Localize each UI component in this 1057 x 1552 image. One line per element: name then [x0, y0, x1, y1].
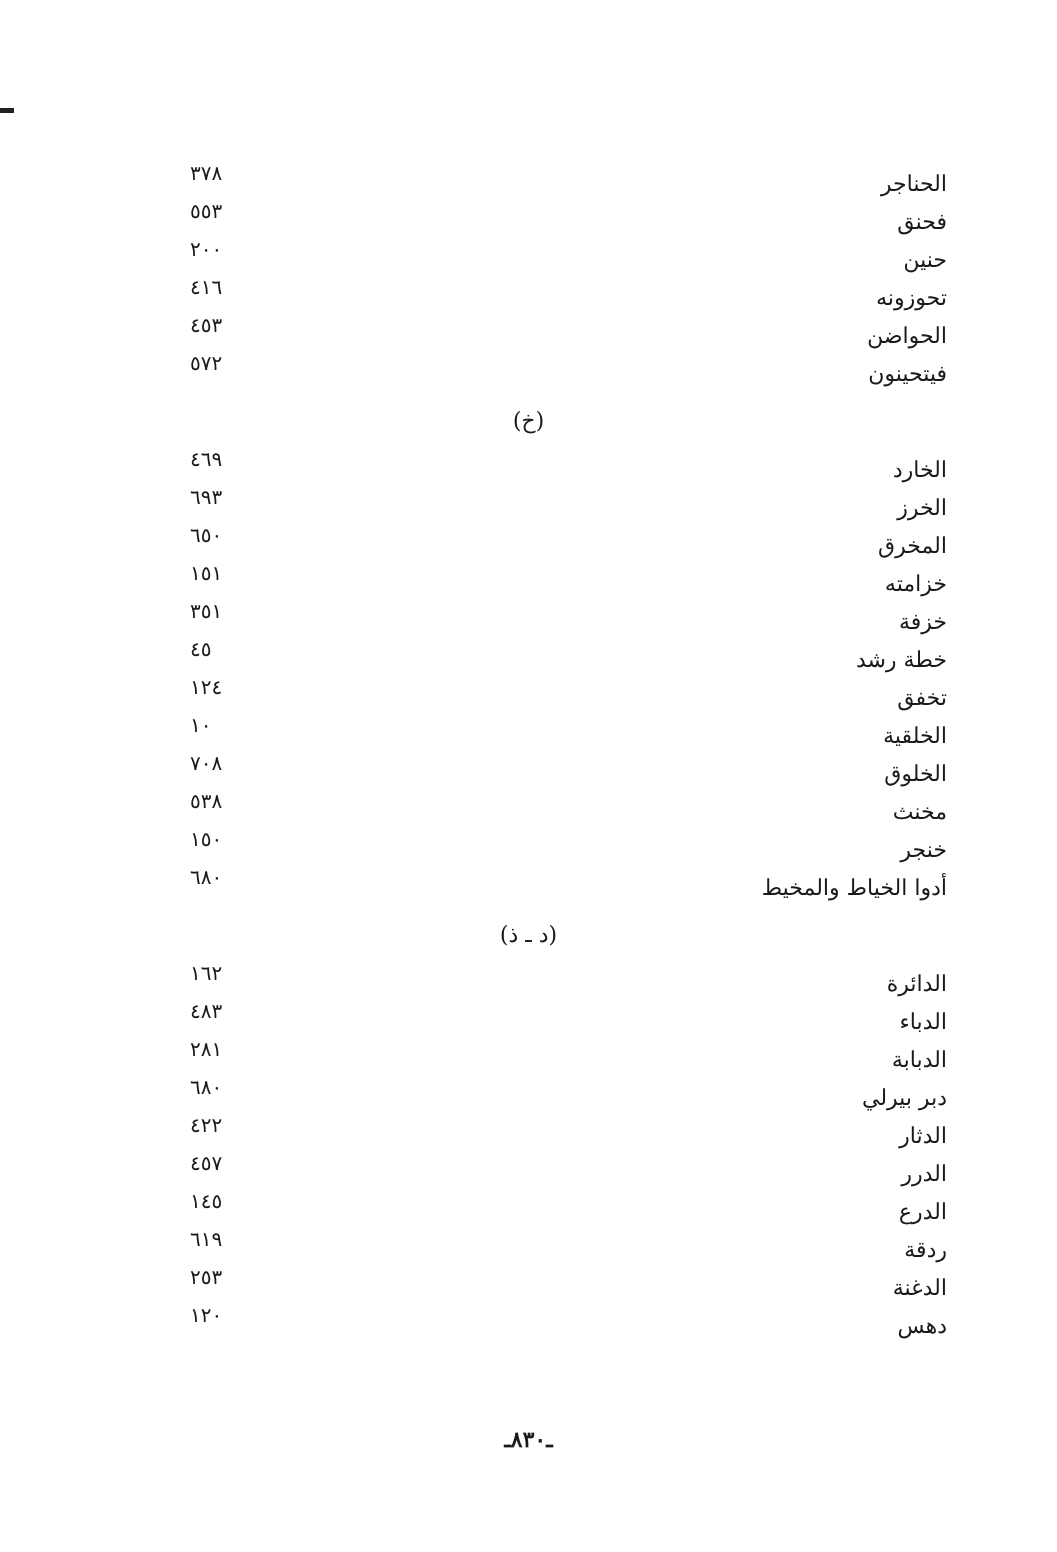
entry-page-number: ٢٥٣ — [190, 1265, 223, 1289]
entry-term: دبر بيرلي — [862, 1086, 947, 1111]
entry-page-number: ١٥٠ — [190, 827, 223, 851]
entry-term: أدوا الخياط والمخيط — [761, 876, 947, 901]
entry-term: خنجر — [900, 838, 947, 863]
index-entry — [0, 275, 1057, 322]
entry-page-number: ٥٧٢ — [190, 351, 223, 375]
index-entry — [0, 637, 1057, 684]
entry-term: فيتحينون — [868, 362, 947, 387]
entry-term: الخلوق — [884, 762, 947, 787]
entry-page-number: ٧٠٨ — [190, 751, 223, 775]
entry-term: تخفق — [897, 686, 947, 711]
entry-term: الخلقية — [883, 724, 947, 749]
section-heading: (خ) — [512, 409, 545, 434]
entry-term: حنين — [903, 248, 947, 273]
index-entry — [0, 713, 1057, 760]
entry-term: تحوزونه — [876, 286, 947, 311]
index-entry — [0, 1303, 1057, 1350]
entry-page-number: ١٦٢ — [190, 961, 223, 985]
index-entry — [0, 237, 1057, 284]
page-number: ـ٨٣٠ـ — [504, 1427, 553, 1453]
entry-page-number: ٤٥٧ — [190, 1151, 223, 1175]
entry-page-number: ٦٨٠ — [190, 1075, 223, 1099]
entry-page-number: ٦٩٣ — [190, 485, 223, 509]
index-entry — [0, 675, 1057, 722]
entry-term: الدبابة — [891, 1048, 947, 1073]
entry-page-number: ٣٥١ — [190, 599, 223, 623]
entry-term: الدائرة — [886, 972, 947, 997]
index-entry — [0, 789, 1057, 836]
index-entry — [0, 827, 1057, 874]
index-entry — [0, 1037, 1057, 1084]
section-heading: (د ـ ذ) — [499, 923, 558, 948]
index-entry — [0, 199, 1057, 246]
index-entry — [0, 961, 1057, 1008]
entry-term: ردقة — [904, 1238, 947, 1263]
entry-term: خطة رشد — [855, 648, 947, 673]
entry-page-number: ٥٣٨ — [190, 789, 223, 813]
entry-page-number: ٤١٦ — [190, 275, 223, 299]
entry-page-number: ٤٦٩ — [190, 447, 223, 471]
entry-term: الدثار — [899, 1124, 947, 1149]
entry-term: فحنق — [897, 210, 947, 235]
entry-page-number: ١٢٠ — [190, 1303, 223, 1327]
entry-page-number: ١٢٤ — [190, 675, 223, 699]
entry-page-number: ١٠ — [190, 713, 212, 737]
index-entry — [0, 751, 1057, 798]
index-entry — [0, 1151, 1057, 1198]
index-entry — [0, 1265, 1057, 1312]
index-entry — [0, 1227, 1057, 1274]
index-entry — [0, 865, 1057, 912]
index-entry — [0, 1113, 1057, 1160]
entry-page-number: ٤٥٣ — [190, 313, 223, 337]
index-entry — [0, 1189, 1057, 1236]
scan-edge-mark — [0, 108, 14, 113]
entry-term: الدرر — [901, 1162, 947, 1187]
entry-page-number: ٤٢٢ — [190, 1113, 223, 1137]
entry-term: خزامته — [884, 572, 947, 597]
entry-term: مخنث — [892, 800, 947, 825]
entry-page-number: ٦٨٠ — [190, 865, 223, 889]
entry-term: الحواضن — [867, 324, 947, 349]
entry-term: الخرز — [897, 496, 947, 521]
entry-page-number: ١٤٥ — [190, 1189, 223, 1213]
entry-page-number: ٢٠٠ — [190, 237, 223, 261]
index-entry — [0, 1075, 1057, 1122]
index-entry — [0, 447, 1057, 494]
entry-term: الدرع — [898, 1200, 947, 1225]
entry-term: الخارد — [892, 458, 947, 483]
index-entry — [0, 351, 1057, 398]
entry-page-number: ١٥١ — [190, 561, 223, 585]
entry-page-number: ٥٥٣ — [190, 199, 223, 223]
index-entry — [0, 161, 1057, 208]
index-entry — [0, 561, 1057, 608]
index-entry — [0, 999, 1057, 1046]
entry-page-number: ٤٥ — [190, 637, 212, 661]
entry-term: خزفة — [898, 610, 947, 635]
entry-term: الحناجر — [880, 172, 947, 197]
entry-term: الدباء — [899, 1010, 947, 1035]
entry-term: دهس — [897, 1314, 947, 1339]
index-entry — [0, 313, 1057, 360]
entry-page-number: ٤٨٣ — [190, 999, 223, 1023]
entry-term: الدغنة — [892, 1276, 947, 1301]
index-entry — [0, 523, 1057, 570]
entry-page-number: ٦٥٠ — [190, 523, 223, 547]
entry-page-number: ٣٧٨ — [190, 161, 223, 185]
index-entry — [0, 599, 1057, 646]
entry-page-number: ٢٨١ — [190, 1037, 223, 1061]
entry-page-number: ٦١٩ — [190, 1227, 223, 1251]
entry-term: المخرق — [878, 534, 947, 559]
index-entry — [0, 485, 1057, 532]
